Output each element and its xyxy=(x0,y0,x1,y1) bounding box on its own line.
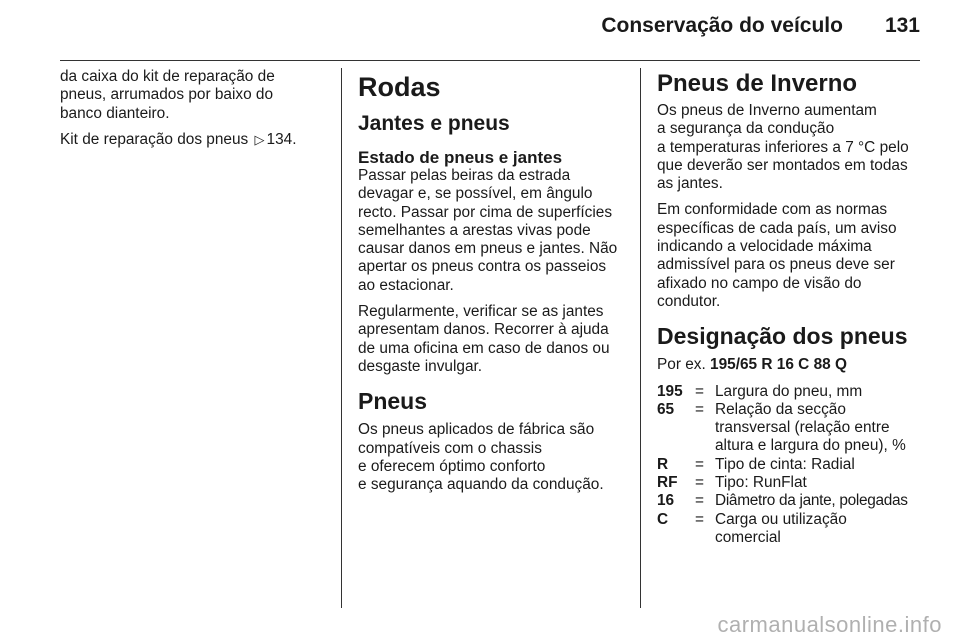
header-divider xyxy=(60,60,920,61)
arrow-right-icon: ▷ xyxy=(254,131,265,147)
spec-description: Diâmetro da jante, polegadas xyxy=(715,492,908,510)
spec-equals: = xyxy=(695,382,704,400)
table-row xyxy=(657,383,908,401)
table-row xyxy=(657,511,908,548)
spec-code: R xyxy=(657,455,669,473)
table-row xyxy=(657,456,908,474)
cross-reference[interactable] xyxy=(60,131,332,149)
spec-equals: = xyxy=(695,474,704,492)
spec-code: 16 xyxy=(657,492,675,510)
reference-page[interactable]: 134. xyxy=(266,130,297,148)
spec-code: RF xyxy=(657,474,678,492)
heading-estado: Estado de pneus e jantes xyxy=(358,148,563,167)
page-header xyxy=(60,14,920,48)
heading-pneus: Pneus xyxy=(358,388,428,415)
example-prefix: Por ex. xyxy=(657,356,706,374)
paragraph: Passar pelas beiras da estrada devagar e, se possível, em ângulo recto. Passar por cima de superfícies semelhantes a arestas vivas pode causar danos em pneus e jantes. Não apertar os pneus contra os passeios ao estacionar. xyxy=(358,167,618,294)
spec-description: Largura do pneu, mm xyxy=(715,382,863,400)
paragraph: da caixa do kit de reparação de pneus, arrumados por baixo do banco dianteiro. xyxy=(60,68,275,122)
example-code: 195/65 R 16 C 88 Q xyxy=(710,356,847,374)
section-title: Conservação do veículo xyxy=(601,14,843,37)
heading-jantes-e-pneus: Jantes e pneus xyxy=(358,112,510,135)
column-divider-1 xyxy=(341,68,342,608)
heading-designacao: Designação dos pneus xyxy=(657,323,908,350)
watermark: carmanualsonline.info xyxy=(717,612,942,637)
paragraph: Os pneus aplicados de fábrica são compatíveis com o chassis e oferecem óptimo conforto e segurança aquando da condução. xyxy=(358,421,604,494)
spec-equals: = xyxy=(695,510,704,528)
spec-description: Tipo de cinta: Radial xyxy=(715,455,855,473)
column-2 xyxy=(358,68,622,502)
spec-equals: = xyxy=(695,455,704,473)
tire-spec-table xyxy=(657,383,908,548)
table-row xyxy=(657,474,908,492)
paragraph: Regularmente, verificar se as jantes apresentam danos. Recorrer à ajuda de uma oficina em caso de danos ou desgaste invulgar. xyxy=(358,303,610,375)
spec-code: C xyxy=(657,510,669,528)
heading-rodas: Rodas xyxy=(358,72,441,102)
paragraph: Os pneus de Inverno aumentam a segurança da condução a temperaturas inferiores a 7 °C pelo que deverão ser montados em todas as jantes. xyxy=(657,102,909,193)
spec-description: Carga ou utilização comercial xyxy=(715,510,847,546)
spec-description: Relação da secção transversal (relação entre altura e largura do pneu), % xyxy=(715,400,906,455)
paragraph: Em conformidade com as normas específicas de cada país, um aviso indicando a velocidade máxima admissível para os pneus deve ser afixado no campo de visão do condutor. xyxy=(657,201,897,310)
table-row xyxy=(657,401,908,456)
table-row xyxy=(657,492,908,510)
spec-code: 65 xyxy=(657,400,675,418)
heading-pneus-de-inverno: Pneus de Inverno xyxy=(657,70,858,97)
column-3 xyxy=(657,68,922,547)
spec-code: 195 xyxy=(657,382,683,400)
column-1 xyxy=(60,68,332,157)
spec-description: Tipo: RunFlat xyxy=(715,474,807,492)
reference-label: Kit de reparação dos pneus xyxy=(60,130,249,148)
spec-equals: = xyxy=(695,400,704,418)
spec-equals: = xyxy=(695,492,704,510)
page-number: 131 xyxy=(884,14,920,37)
example-line xyxy=(657,356,922,374)
column-divider-2 xyxy=(640,68,641,608)
